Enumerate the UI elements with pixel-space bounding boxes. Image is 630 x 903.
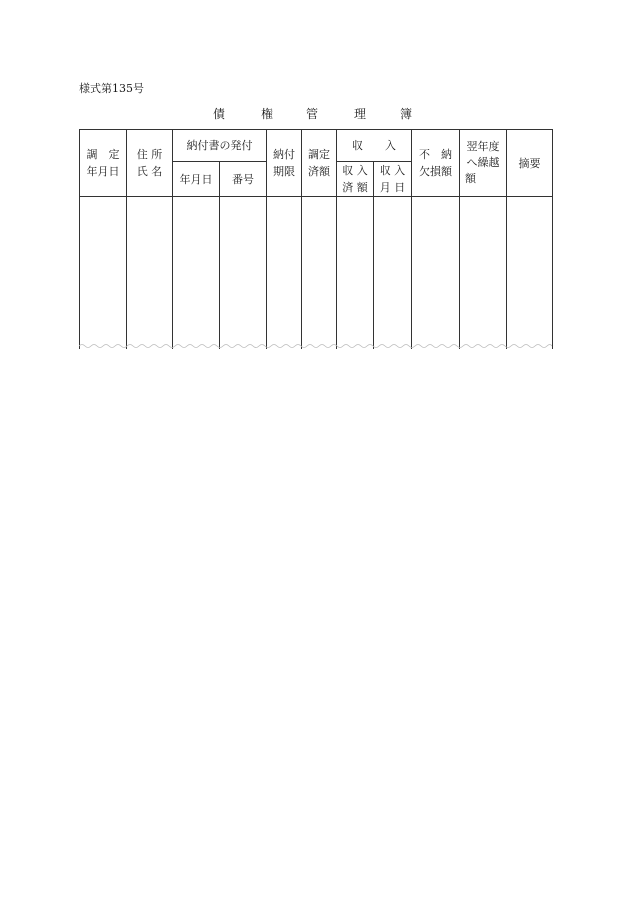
header-chotei-amount-line2: 済額 [308, 165, 330, 178]
title-char-3: 管 [306, 107, 319, 121]
body-cell-remarks[interactable] [507, 197, 553, 350]
body-cell-income-amount[interactable] [337, 197, 374, 350]
header-income: 収 入 [337, 130, 412, 162]
body-cell-chotei-amount[interactable] [302, 197, 337, 350]
title-char-5: 簿 [400, 107, 413, 121]
torn-edge-line [79, 343, 552, 349]
header-carryover [460, 130, 507, 197]
header-carryover-line3: 額 [465, 172, 476, 185]
header-due-date [267, 130, 302, 197]
header-income-amount-line1: 収 入 [342, 164, 368, 177]
ledger-table [79, 129, 553, 349]
body-cell-due-date[interactable] [267, 197, 302, 350]
header-address-name [127, 130, 173, 197]
header-notice-date: 年月日 [173, 162, 220, 197]
header-income-date-line1: 収 入 [379, 164, 406, 177]
header-income-date [374, 162, 412, 197]
body-cell-chotei-date[interactable] [80, 197, 127, 350]
header-unpaid-loss [412, 130, 460, 197]
header-remarks: 摘要 [507, 130, 553, 197]
header-notice-issue: 納付書の発付 [173, 130, 267, 162]
header-unpaid-loss-line2: 欠損額 [419, 165, 452, 178]
body-cell-address-name[interactable] [127, 197, 173, 350]
body-cell-income-date[interactable] [374, 197, 412, 350]
header-name-line: 氏 名 [136, 165, 163, 178]
header-address-line: 住 所 [136, 148, 163, 161]
body-cell-notice-date[interactable] [173, 197, 220, 350]
title-char-4: 理 [354, 107, 367, 121]
header-chotei-amount [302, 130, 337, 197]
header-carryover-line1: 翌年度 [466, 140, 500, 153]
header-chotei-date [80, 130, 127, 197]
header-notice-number: 番号 [220, 162, 267, 197]
title-char-2: 権 [261, 107, 274, 121]
header-due-date-line1: 納付 [273, 148, 295, 161]
header-carryover-line2: へ繰越 [466, 156, 500, 169]
header-unpaid-loss-line1: 不 納 [419, 148, 452, 161]
body-cell-notice-number[interactable] [220, 197, 267, 350]
header-chotei-date-line1: 調 定 [86, 148, 120, 161]
body-cell-unpaid-loss[interactable] [412, 197, 460, 350]
header-due-date-line2: 期限 [273, 165, 295, 178]
table-body-row [80, 197, 553, 350]
document-title [0, 105, 630, 123]
header-income-date-line2: 月 日 [379, 181, 406, 194]
header-income-amount-line2: 済 額 [342, 181, 368, 194]
header-income-amount [337, 162, 374, 197]
body-cell-carryover[interactable] [460, 197, 507, 350]
header-chotei-date-line2: 年月日 [86, 165, 120, 178]
form-number: 様式第135号 [79, 82, 144, 95]
title-char-1: 債 [213, 107, 226, 121]
header-chotei-amount-line1: 調定 [308, 148, 330, 161]
